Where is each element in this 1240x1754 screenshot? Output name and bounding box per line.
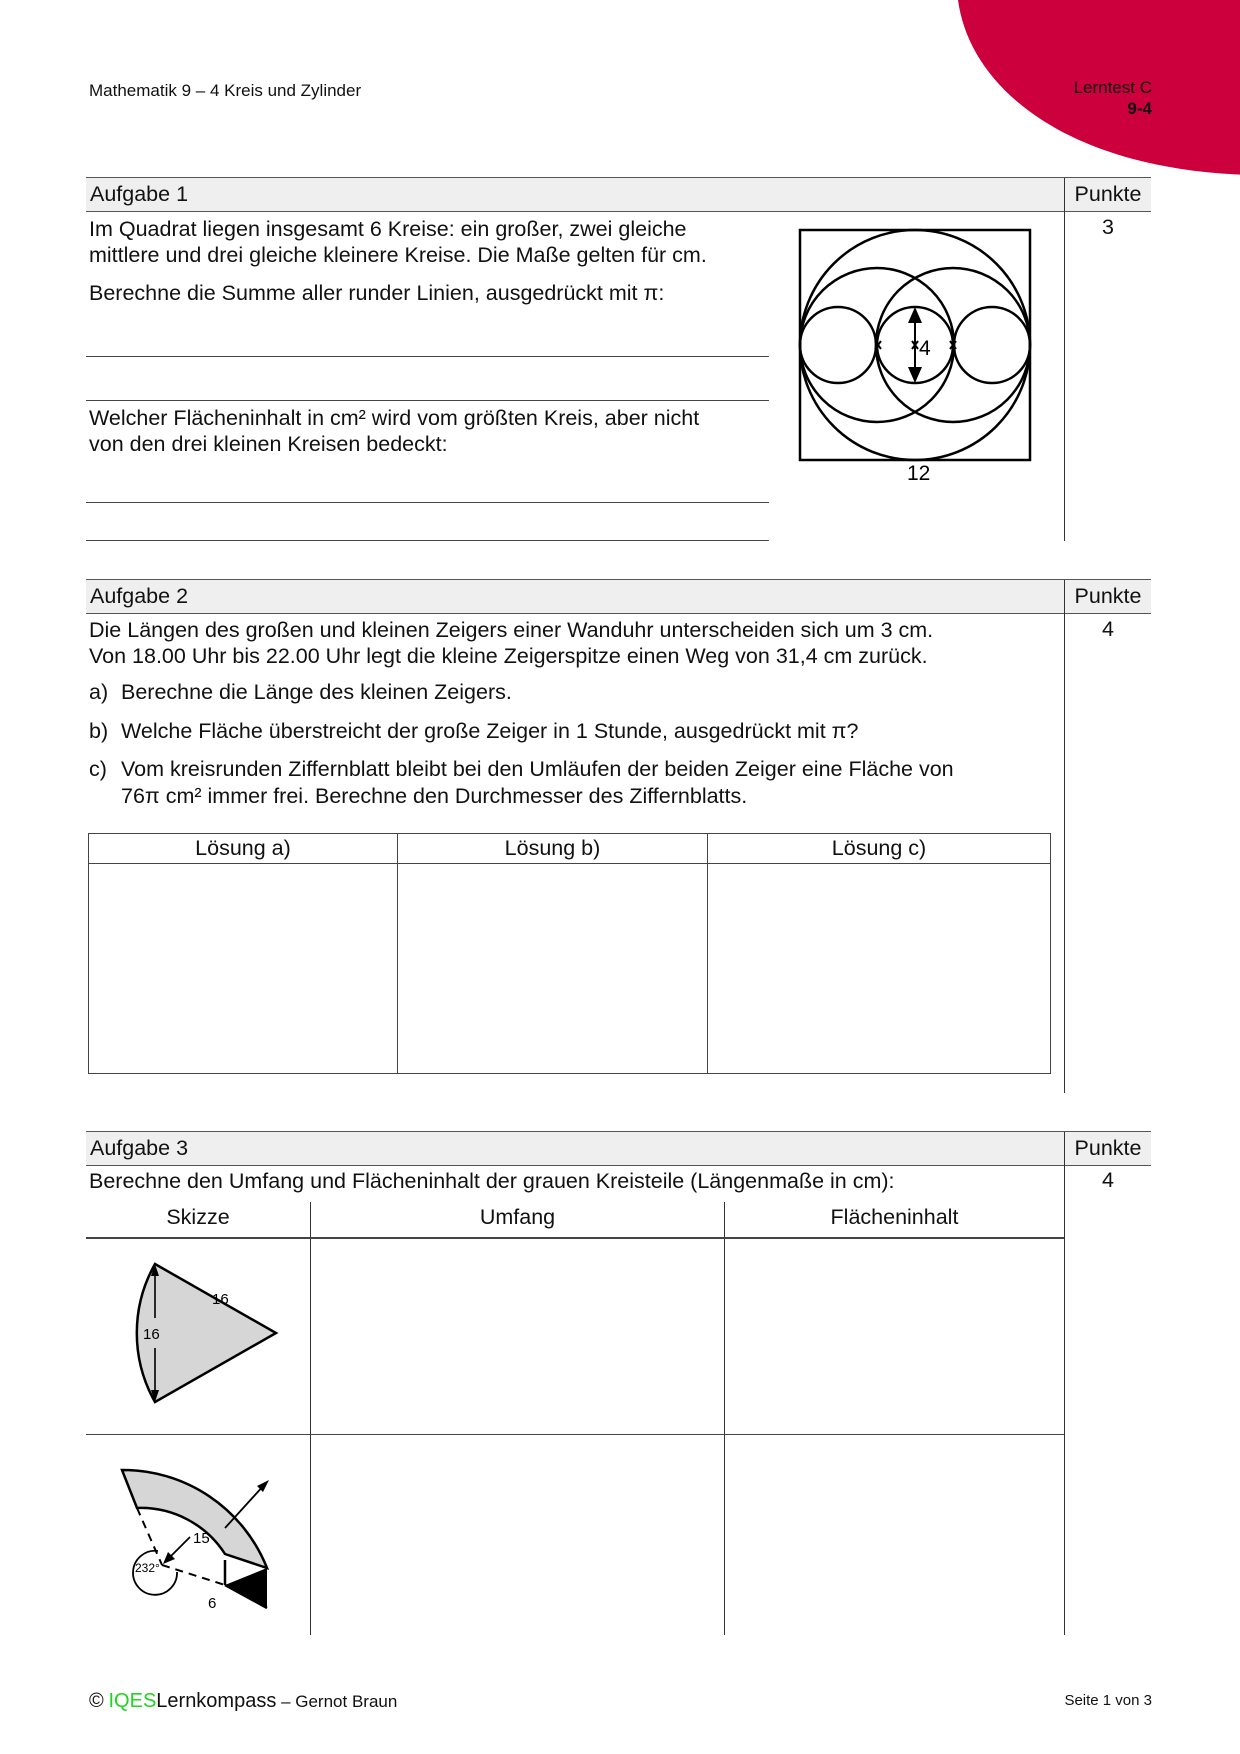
task2-item-b-marker: b) — [89, 719, 109, 743]
sector-figure-1 — [115, 1250, 295, 1420]
solution-table — [88, 833, 1051, 1074]
diameter-label: 4 — [919, 337, 931, 360]
task1-title: Aufgabe 1 — [90, 182, 189, 206]
task1-question2-line2: von den drei kleinen Kreisen bedeckt: — [89, 432, 448, 456]
solution-a-header: Lösung a) — [89, 834, 398, 864]
task2-points-label: Punkte — [1064, 580, 1151, 613]
task3-points: 4 — [1102, 1168, 1114, 1192]
task3-instruction: Berechne den Umfang und Flächeninhalt der grauen Kreisteile (Längenmaße in cm): — [89, 1169, 895, 1193]
square-side-label: 12 — [907, 462, 931, 485]
task3-points-label: Punkte — [1064, 1132, 1151, 1165]
task2-intro-line2: Von 18.00 Uhr bis 22.00 Uhr legt die kleine Zeigerspitze einen Weg von 31,4 cm zurück. — [89, 644, 928, 668]
solution-b-cell[interactable] — [398, 864, 708, 1074]
task2-item-c-marker: c) — [89, 757, 107, 781]
copyright-icon: © — [89, 1690, 104, 1712]
answer-line[interactable] — [86, 356, 769, 357]
solution-c-cell[interactable] — [708, 864, 1051, 1074]
task1-header — [86, 177, 1151, 212]
points-divider — [1064, 613, 1065, 1093]
points-divider — [1064, 211, 1065, 541]
author: – Gernot Braun — [276, 1692, 398, 1711]
sector-figure-2 — [115, 1450, 295, 1620]
answer-line[interactable] — [86, 400, 769, 401]
task1-intro-line1: Im Quadrat liegen insgesamt 6 Kreise: ein großer, zwei gleiche — [89, 217, 687, 241]
task2-intro-line1: Die Längen des großen und kleinen Zeigers einer Wanduhr unterscheiden sich um 3 cm. — [89, 618, 934, 642]
task3-header — [86, 1131, 1151, 1166]
flaecheninhalt-cell-2[interactable] — [725, 1436, 1064, 1635]
task2-item-b: Welche Fläche überstreicht der große Zeiger in 1 Stunde, ausgedrückt mit π? — [121, 719, 859, 743]
width-label: 6 — [208, 1595, 217, 1612]
test-label — [1074, 77, 1152, 119]
points-divider — [1064, 1165, 1065, 1635]
solution-b-header: Lösung b) — [398, 834, 708, 864]
column-skizze: Skizze — [166, 1205, 230, 1229]
answer-line[interactable] — [86, 502, 769, 503]
chord-label: 16 — [143, 1326, 160, 1343]
footer-credit — [89, 1690, 397, 1713]
test-name: Lerntest C — [1073, 78, 1152, 97]
flaecheninhalt-cell-1[interactable] — [725, 1239, 1064, 1433]
inner-radius-label: 15 — [193, 1530, 210, 1547]
umfang-cell-2[interactable] — [311, 1436, 724, 1635]
column-flaecheninhalt: Flächeninhalt — [830, 1205, 959, 1229]
task3-title: Aufgabe 3 — [90, 1136, 189, 1160]
task1-intro-line2: mittlere und drei gleiche kleinere Kreise. Die Maße gelten für cm. — [89, 243, 707, 267]
test-code: 9-4 — [1127, 99, 1152, 118]
task1-question1: Berechne die Summe aller runder Linien, ausgedrückt mit π: — [89, 281, 665, 305]
document-subject: Mathematik 9 – 4 Kreis und Zylinder — [89, 81, 362, 100]
task2-item-c: Vom kreisrunden Ziffernblatt bleibt bei den Umläufen der beiden Zeiger eine Fläche von — [121, 757, 954, 781]
task1-question2-line1: Welcher Flächeninhalt in cm² wird vom größten Kreis, aber nicht — [89, 406, 700, 430]
circles-in-square-figure — [795, 225, 1035, 490]
task2-points: 4 — [1102, 617, 1114, 641]
task2-item-c-line2: 76π cm² immer frei. Berechne den Durchmesser des Ziffernblatts. — [121, 784, 748, 808]
task1-points: 3 — [1102, 215, 1114, 239]
angle-label: 232° — [135, 1561, 160, 1575]
radius-label: 16 — [212, 1291, 229, 1308]
brand-iqes: IQES — [108, 1690, 157, 1712]
column-umfang: Umfang — [479, 1205, 556, 1229]
brand-lernkompass: Lernkompass — [156, 1690, 277, 1712]
solution-a-cell[interactable] — [89, 864, 398, 1074]
task2-title: Aufgabe 2 — [90, 584, 189, 608]
solution-c-header: Lösung c) — [708, 834, 1051, 864]
task2-item-a-marker: a) — [89, 680, 109, 704]
task2-header — [86, 579, 1151, 614]
task1-points-label: Punkte — [1064, 178, 1151, 211]
page-number: Seite 1 von 3 — [1064, 1692, 1152, 1709]
task2-item-a: Berechne die Länge des kleinen Zeigers. — [121, 680, 512, 704]
answer-line[interactable] — [86, 540, 769, 541]
umfang-cell-1[interactable] — [311, 1239, 724, 1433]
